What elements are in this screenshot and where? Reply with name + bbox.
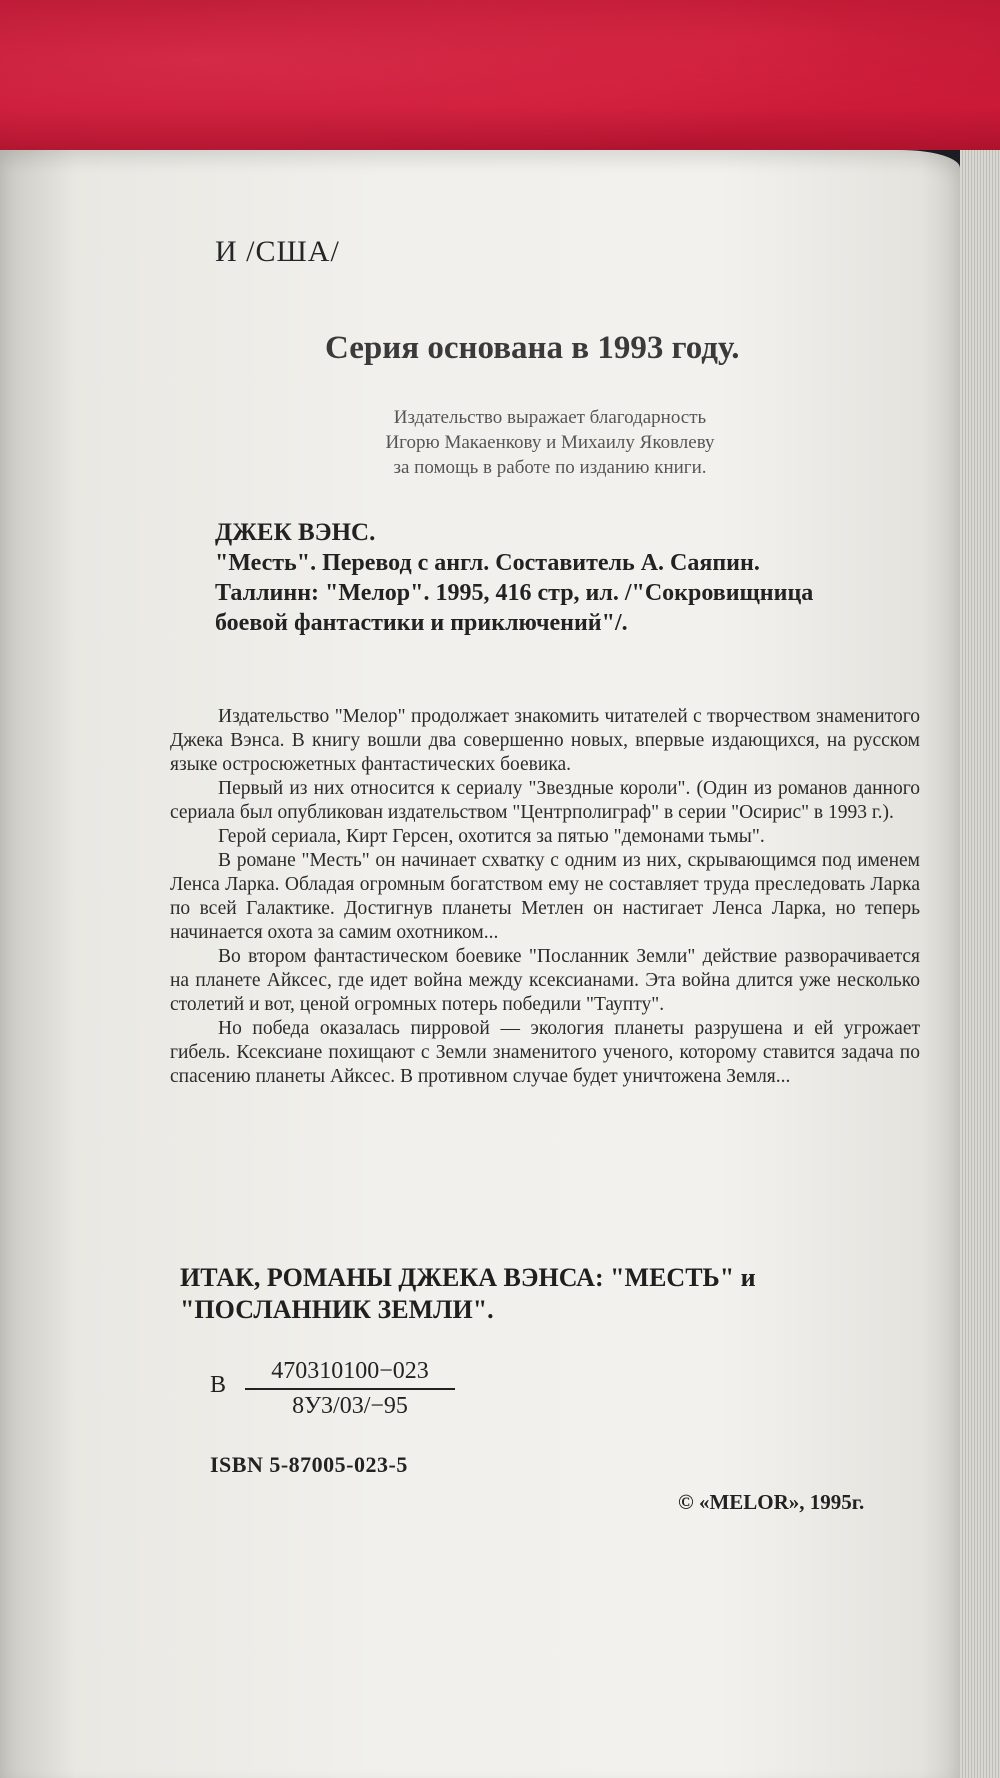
copyright: © «MELOR», 1995г. <box>678 1490 865 1514</box>
bbk-letter: В <box>210 1372 227 1398</box>
annotation-paragraph: В романе "Месть" он начинает схватку с одним из них, скрывающимся под именем Ленса Ларка. Обладая огромным богатством ему не составляет труда преследовать Ларка по всей Галактике. Достигнув планеты Метлен он настигает Ленса Ларка, но теперь начинается охота за самим охотником... <box>170 850 920 943</box>
annotation-paragraph: Во втором фантастическом боевике "Посланник Земли" действие разворачивается на планете Айксес, где идет война между ксексианами. Эта война длится уже несколько столетий и вот, ценой огромных потерь победили "Таупту". <box>170 946 920 1015</box>
annotation-paragraph: Издательство "Мелор" продолжает знакомить читателей с творчеством знаменитого Джека Вэнса. В книгу вошли два совершенно новых, впервые издающихся, на русском языке остросюжетных фантастических боевика. <box>170 706 920 775</box>
page-stack-edge <box>960 150 1000 1778</box>
biblio-line: боевой фантастики и приключений"/. <box>215 610 628 636</box>
bbk-denominator: 8У3/03/−95 <box>292 1393 408 1419</box>
series-founded-note: Серия основана в 1993 году. <box>325 330 740 366</box>
biblio-line: "Месть". Перевод с англ. Составитель А. Саяпин. <box>215 550 760 576</box>
author-name: ДЖЕК ВЭНС. <box>215 519 376 546</box>
top-mark: И /США/ <box>215 235 340 268</box>
annotation-paragraph: Но победа оказалась пирровой — экология планеты разрушена и ей угрожает гибель. Ксексиане похищают с Земли знаменитого ученого, которому ставится задача по спасению планеты Айксес. В противном случае будет уничтожена Земля... <box>170 1018 920 1087</box>
isbn: ISBN 5-87005-023-5 <box>210 1452 408 1477</box>
acknowledgement <box>300 405 800 480</box>
ack-line: Игорю Макаенкову и Михаилу Яковлеву <box>385 432 715 453</box>
annotation-paragraph: Герой сериала, Кирт Герсен, охотится за пятью "демонами тьмы". <box>218 826 765 847</box>
annotation <box>170 705 920 1089</box>
ack-line: за помощь в работе по изданию книги. <box>393 457 707 478</box>
ack-line: Издательство выражает благодарность <box>393 407 707 428</box>
bibliographic-record <box>215 518 935 638</box>
biblio-line: Таллинн: "Мелор". 1995, 416 стр, ил. /"Сокровищница <box>215 580 814 606</box>
bbk-numerator: 470310100−023 <box>245 1358 455 1390</box>
bbk-fraction <box>245 1358 455 1420</box>
annotation-paragraph: Первый из них относится к сериалу "Звездные короли". (Один из романов данного сериала был опубликован издательством "Центрполиграф" в серии "Осирис" в 1993 г.). <box>170 778 920 823</box>
conclusion: ИТАК, РОМАНЫ ДЖЕКА ВЭНСА: "МЕСТЬ" и "ПОСЛАННИК ЗЕМЛИ". <box>180 1263 756 1324</box>
